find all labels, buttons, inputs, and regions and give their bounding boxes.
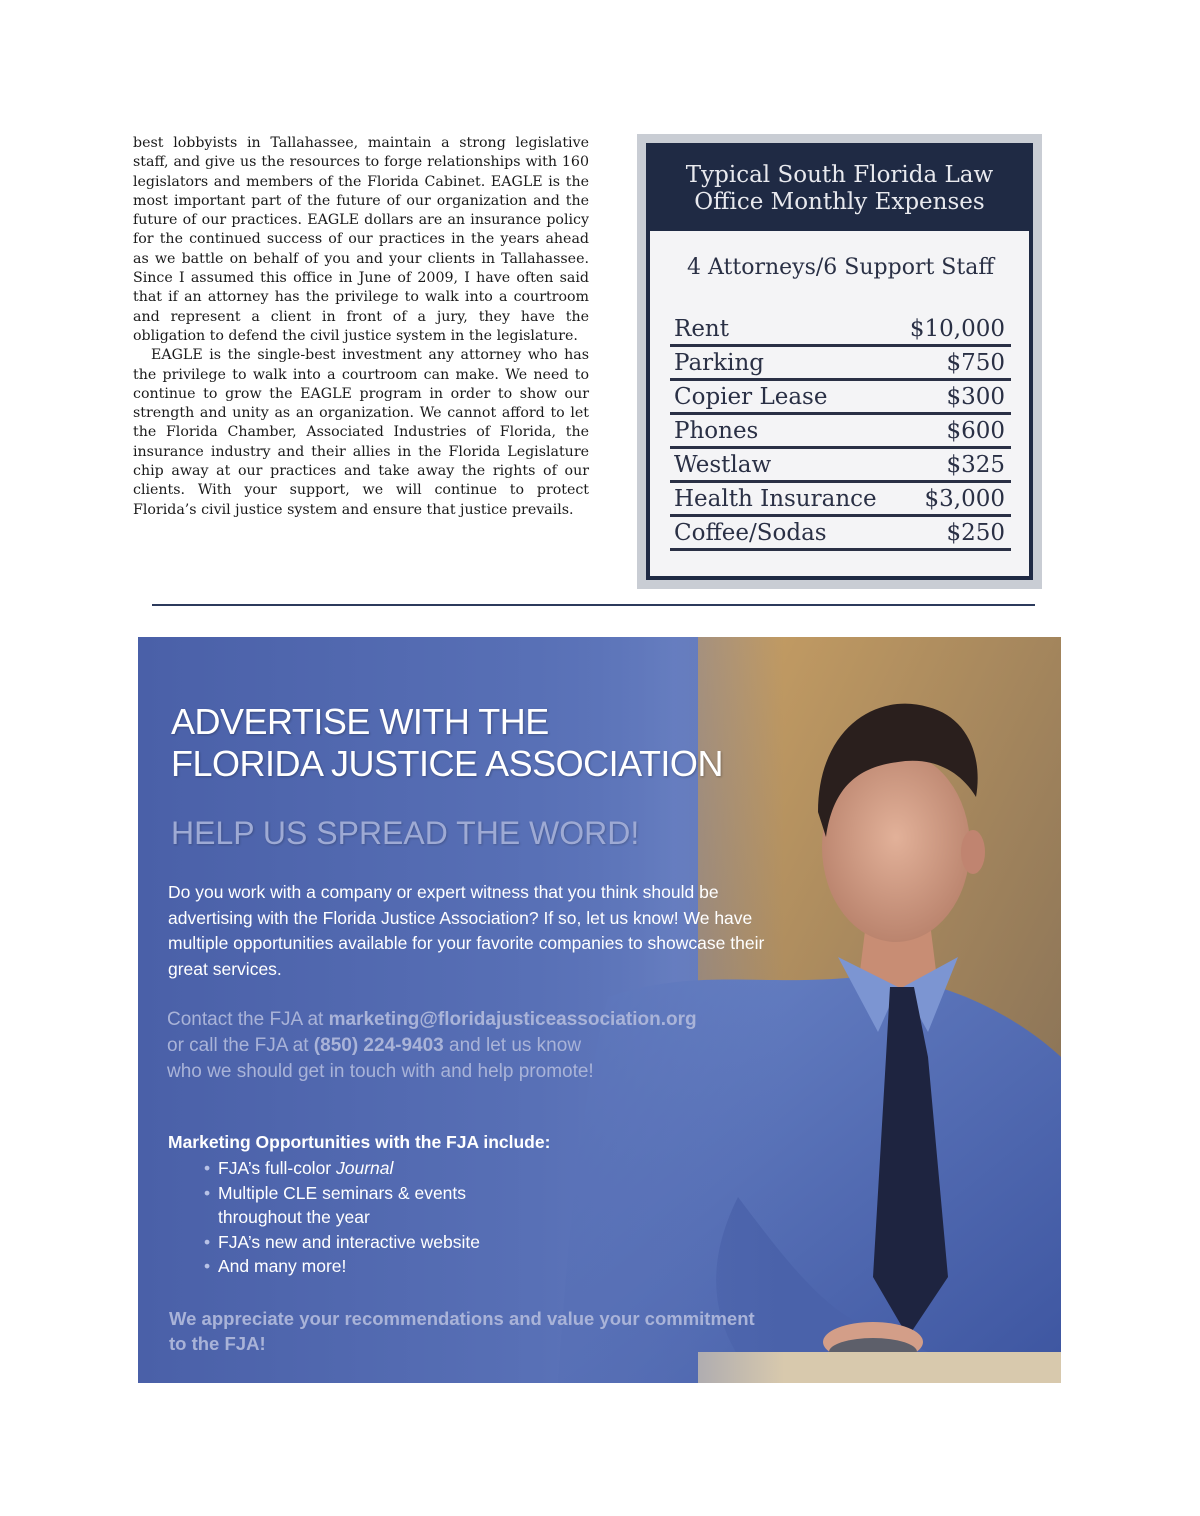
bullet-icon: •	[204, 1256, 211, 1277]
expense-item: Rent	[674, 316, 729, 342]
expense-amount: $300	[946, 384, 1005, 410]
list-item-text: And many more!	[218, 1256, 347, 1277]
ad-title-line-1: ADVERTISE WITH THE	[171, 701, 549, 742]
expense-amount: $3,000	[924, 486, 1005, 512]
list-item	[204, 1230, 534, 1255]
expense-row	[670, 518, 1011, 551]
expense-table-figure	[637, 134, 1042, 589]
list-item-text: FJA’s new and interactive website	[218, 1231, 480, 1252]
expense-table-subtitle: 4 Attorneys/6 Support Staff	[687, 255, 994, 280]
expense-row	[670, 484, 1011, 517]
marketing-list	[204, 1156, 534, 1279]
ad-intro-text: Do you work with a company or expert witness that you think should be advertising with the Florida Justice Association? If so, let us know! We have multiple opportunities available for your favorite companies to showcase their great services.	[168, 882, 765, 979]
expense-item: Copier Lease	[674, 384, 828, 410]
contact-prefix: Contact the FJA at	[167, 1009, 329, 1030]
expense-table-title	[650, 147, 1029, 231]
marketing-heading: Marketing Opportunities with the FJA include:	[168, 1132, 551, 1152]
contact-call-prefix: or call the FJA at	[167, 1035, 314, 1056]
list-item-text-continued: throughout the year	[218, 1207, 370, 1228]
expense-row	[670, 416, 1011, 449]
expense-amount: $325	[946, 452, 1005, 478]
expense-item: Parking	[674, 350, 764, 376]
expense-item: Coffee/Sodas	[674, 520, 827, 546]
section-divider	[152, 604, 1035, 606]
list-item-text: FJA’s full-color	[218, 1158, 336, 1178]
expense-row	[670, 314, 1011, 347]
expense-row	[670, 450, 1011, 483]
bullet-icon: •	[204, 1158, 211, 1178]
article-text	[133, 134, 589, 520]
expense-amount: $10,000	[909, 316, 1005, 342]
contact-line-3: who we should get in touch with and help promote!	[167, 1061, 594, 1082]
ad-contact	[167, 1007, 807, 1085]
contact-phone[interactable]: (850) 224-9403	[313, 1035, 444, 1056]
bullet-icon: •	[204, 1182, 211, 1203]
expense-amount: $600	[946, 418, 1005, 444]
article-paragraph-1: best lobbyists in Tallahassee, maintain a strong legislative staff, and give us the resources to forge relationships with 160 legislators and members of the Florida Cabinet. EAGLE is the most important part of the future of our organization and the future of our practices. EAGLE dollars are an insurance policy for the continued success of our practices in the years ahead as we battle on behalf of you and your clients in Tallahassee. Since I assumed this office in June of 2009, I have often said that if an attorney has the privilege to walk into a courtroom and represent a client in front of a jury, they have the obligation to defend the civil justice system in the legislature.	[133, 135, 589, 344]
advertisement-panel	[138, 637, 1061, 1383]
journal-title: Journal	[336, 1158, 394, 1178]
expense-title-line-1: Typical South Florida Law	[685, 162, 994, 188]
article-paragraph-2: EAGLE is the single-best investment any attorney who has the privilege to walk into a courtroom can make. We need to continue to grow the EAGLE program in order to show our strength and unity as an organization. We cannot afford to let the Florida Chamber, Associated Industries of Florida, the insurance industry and their allies in the Florida Legislature chip away at our practices and take away the rights of our clients. With your support, we will continue to protect Florida’s civil justice system and ensure that justice prevails.	[133, 347, 589, 518]
list-item-text: Multiple CLE seminars & events	[218, 1182, 467, 1203]
list-item	[204, 1156, 534, 1181]
expense-amount: $750	[946, 350, 1005, 376]
ad-title	[171, 701, 723, 785]
contact-call-suffix: and let us know	[443, 1035, 582, 1056]
expense-title-line-2: Office Monthly Expenses	[694, 189, 985, 215]
contact-email-link[interactable]: marketing@floridajusticeassociation.org	[328, 1009, 697, 1030]
ad-title-line-2: FLORIDA JUSTICE ASSOCIATION	[171, 743, 723, 784]
expense-table-body	[650, 231, 1029, 576]
ad-footer-text: We appreciate your recommendations and value your commitment to the FJA!	[169, 1308, 755, 1354]
expense-item: Health Insurance	[674, 486, 877, 512]
bullet-icon: •	[204, 1231, 211, 1252]
ad-subtitle: HELP US SPREAD THE WORD!	[171, 815, 640, 851]
list-item	[204, 1254, 534, 1279]
expense-row	[670, 348, 1011, 381]
expense-row	[670, 382, 1011, 415]
expense-item: Phones	[674, 418, 759, 444]
expense-amount: $250	[946, 520, 1005, 546]
expense-item: Westlaw	[674, 452, 772, 478]
list-item	[204, 1181, 534, 1230]
